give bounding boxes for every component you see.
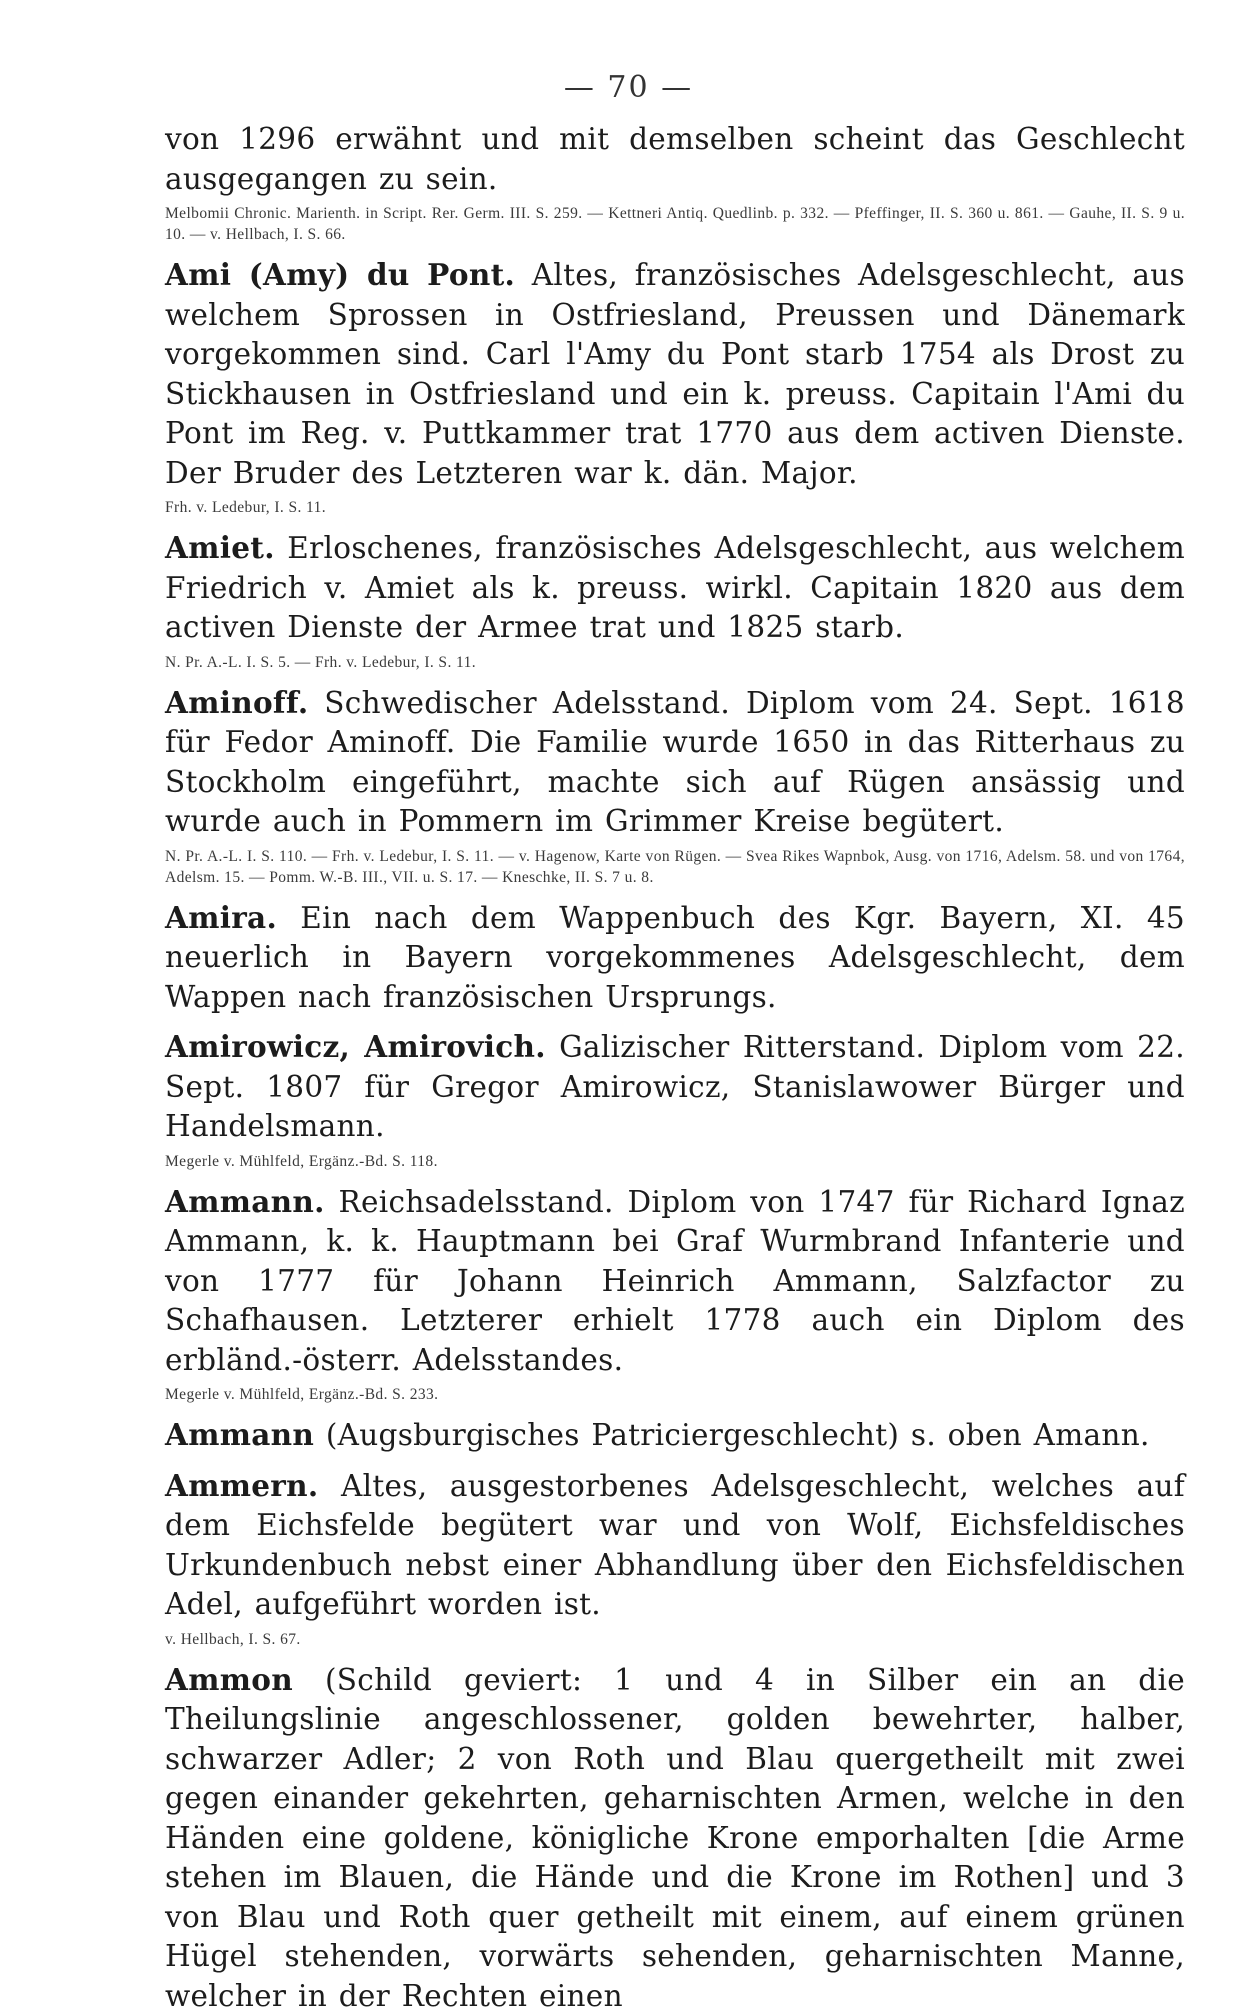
entry-headword: Amiet. [165,530,275,565]
entry-text: (Augsburgisches Patriciergeschlecht) s. oben Amann. [326,1418,1150,1452]
entry-text: Altes, französisches Adelsgeschlecht, aus welchem Sprossen in Ostfriesland, Preussen und Dänemark vorgekommen sind. Carl l'Amy du Pont starb 1754 als Drost zu Stickhausen in Ostfriesland und ein k. preuss. Capitain l'Ami du Pont im Reg. v. Puttkammer trat 1770 aus dem activen Dienste. Der Bruder des Letzteren war k. dän. Major. [165,258,1185,490]
entry-amira [165,898,1185,1018]
entry-text: Ein nach dem Wappenbuch des Kgr. Bayern, XI. 45 neuerlich in Bayern vorgekommenes Adelsgeschlecht, dem Wappen nach französischen Ursprungs. [165,901,1185,1014]
entry-text: (Schild geviert: 1 und 4 in Silber ein an die Theilungslinie angeschlossener, golden bewehrter, halber, schwarzer Adler; 2 von Roth und Blau quergetheilt mit zwei gegen einander gekehrten, geharnischten Armen, welche in den Händen eine goldene, königliche Krone emporhalten [die Arme stehen im Blauen, die Hände und die Krone im Rothen] und 3 von Blau und Roth quer getheilt mit einem, auf einem grünen Hügel stehenden, vorwärts sehenden, geharnischten Manne, welcher in der Rechten einen [165,1663,1185,2013]
page-number: — 70 — [0,70,1257,105]
entry-aminoff [165,683,1185,888]
entry-reference: N. Pr. A.-L. I. S. 5. — Frh. v. Ledebur, I. S. 11. [165,652,1185,673]
entry-amirowicz [165,1027,1185,1172]
entry-ammon [165,1660,1185,2016]
entry-headword: Ammann. [165,1184,325,1219]
entry-text: Reichsadelsstand. Diplom von 1747 für Richard Ignaz Ammann, k. k. Hauptmann bei Graf Wurmbrand Infanterie und von 1777 für Johann Heinrich Ammann, Salzfactor zu Schafhausen. Letzterer erhielt 1778 auch ein Diplom des erbländ.-österr. Adelsstandes. [165,1185,1185,1377]
entry-reference: Frh. v. Ledebur, I. S. 11. [165,497,1185,518]
entry-headword: Amira. [165,900,277,935]
entry-reference: Megerle v. Mühlfeld, Ergänz.-Bd. S. 233. [165,1384,1185,1405]
entry-reference: Megerle v. Mühlfeld, Ergänz.-Bd. S. 118. [165,1151,1185,1172]
entry-headword: Ammann [165,1417,314,1452]
entry-reference: v. Hellbach, I. S. 67. [165,1629,1185,1650]
entry-headword: Ammon [165,1662,293,1697]
entry-text: Altes, ausgestorbenes Adelsgeschlecht, welches auf dem Eichsfelde begütert war und von Wolf, Eichsfeldisches Urkundenbuch nebst einer Abhandlung über den Eichsfeldischen Adel, aufgeführt worden ist. [165,1469,1185,1622]
entry-intro [165,120,1185,245]
entry-amiet [165,528,1185,673]
entry-ammern [165,1466,1185,1650]
entry-reference: N. Pr. A.-L. I. S. 110. — Frh. v. Ledebur, I. S. 11. — v. Hagenow, Karte von Rügen. — Svea Rikes Wapnbok, Ausg. von 1716, Adelsm. 58. und von 1764, Adelsm. 15. — Pomm. W.-B. III., VII. u. S. 17. — Kneschke, II. S. 7 u. 8. [165,846,1185,888]
entry-ami-du-pont [165,255,1185,518]
entry-ammann [165,1182,1185,1406]
entry-headword: Amirowicz, Amirovich. [165,1029,546,1064]
entry-ammann-augsburg [165,1415,1185,1456]
entry-text: von 1296 erwähnt und mit demselben scheint das Geschlecht ausgegangen zu sein. [165,120,1185,199]
entry-text: Galizischer Ritterstand. Diplom vom 22. Sept. 1807 für Gregor Amirowicz, Stanislawower Bürger und Handelsmann. [165,1030,1185,1143]
entry-text: Erloschenes, französisches Adelsgeschlecht, aus welchem Friedrich v. Amiet als k. preuss. wirkl. Capitain 1820 aus dem activen Dienste der Armee trat und 1825 starb. [165,531,1185,644]
entry-text: Schwedischer Adelsstand. Diplom vom 24. Sept. 1618 für Fedor Aminoff. Die Familie wurde 1650 in das Ritterhaus zu Stockholm eingeführt, machte sich auf Rügen ansässig und wurde auch in Pommern im Grimmer Kreise begütert. [165,686,1185,839]
page-body [165,120,1185,2016]
entry-reference: Melbomii Chronic. Marienth. in Script. Rer. Germ. III. S. 259. — Kettneri Antiq. Quedlinb. p. 332. — Pfeffinger, II. S. 360 u. 861. — Gauhe, II. S. 9 u. 10. — v. Hellbach, I. S. 66. [165,203,1185,245]
entry-headword: Ammern. [165,1468,318,1503]
entry-headword: Ami (Amy) du Pont. [165,257,515,292]
entry-headword: Aminoff. [165,685,308,720]
